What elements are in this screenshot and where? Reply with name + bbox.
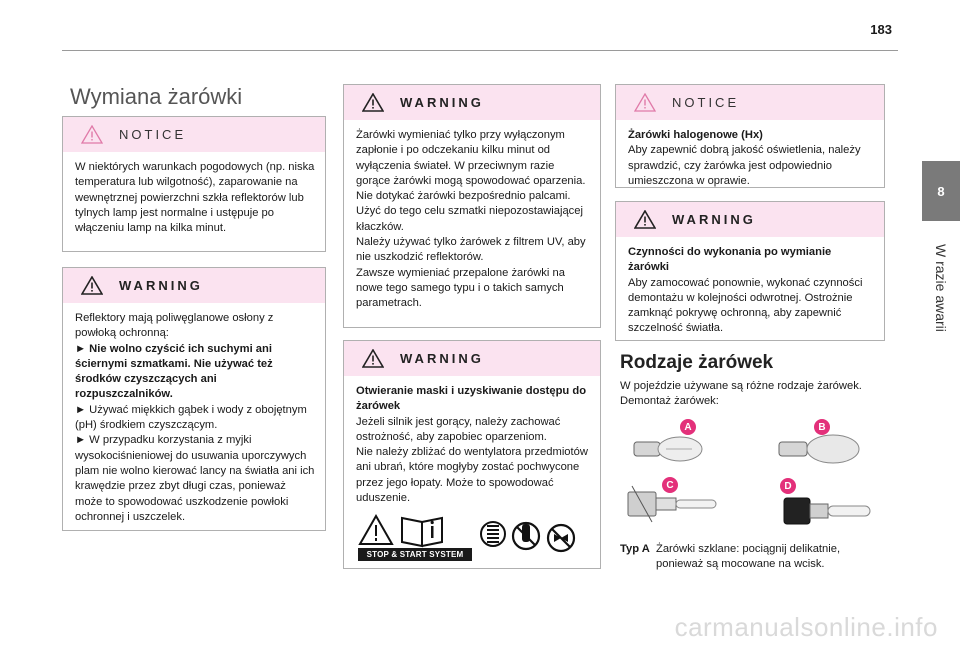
notice-subtitle: Żarówki halogenowe (Hx) — [628, 129, 763, 141]
type-a-line-1: Żarówki szklane: pociągnij delikatnie, — [656, 543, 841, 555]
notice-body — [63, 152, 325, 244]
warning-body — [344, 120, 600, 320]
warning-bullet-2: ► Używać miękkich gąbek i wody z obojętnym (pH) środkiem czyszczącym. — [75, 403, 307, 432]
warning-header — [63, 268, 325, 303]
chapter-label — [926, 228, 956, 348]
warning-header — [344, 341, 600, 376]
warning-intro: Reflektory mają poliwęglanowe osłony z powłoką ochronną: — [75, 312, 274, 340]
warning-paragraph: Nie należy zbliżać do wentylatora przedmiotów ani ubrań, które mogłyby zostać pochwycone przez jego łopaty. Może to spowodować uduszenie. — [356, 446, 588, 505]
type-a-description — [620, 542, 890, 573]
bulb-a-illustration — [630, 428, 710, 468]
warning-box-bulb-handling — [343, 84, 601, 328]
chapter-number: 8 — [937, 183, 945, 199]
notice-header — [63, 117, 325, 152]
warning-paragraph: Zawsze wymieniać przepalone żarówki na nowe tego samego typu i o takich samych parametrach. — [356, 266, 565, 310]
chapter-label-text: W razie awarii — [933, 244, 949, 332]
notice-triangle-icon — [634, 93, 656, 112]
warning-box-polycarbonate — [62, 267, 326, 531]
warning-paragraph: Należy używać tylko żarówek z filtrem UV, aby nie uszkodzić reflektorów. — [356, 236, 586, 264]
page-title: Wymiana żarówki — [70, 84, 243, 109]
notice-text: W niektórych warunkach pogodowych (np. niska temperatura lub wilgotność), zaparowanie na wewnętrznej powierzchni szkła reflektorów lub tylnych lamp jest normalne i ustępuje po włączeniu lamp na kilka minut. — [75, 161, 315, 235]
section-intro — [620, 379, 890, 410]
hazard-triangle-icon — [360, 516, 392, 544]
bulb-d-badge: D — [780, 478, 796, 494]
warning-paragraph: Nie dotykać żarówki bezpośrednio palcami. Użyć do tego celu szmatki niepozostawiającej kłaczków. — [356, 190, 583, 233]
warning-triangle-icon — [634, 210, 656, 229]
spring-hazard-icon — [481, 522, 505, 546]
watermark: carmanualsonline.info — [674, 612, 938, 642]
no-fan-icon — [548, 525, 574, 551]
warning-triangle-icon — [362, 349, 384, 368]
section-title-bulb-types: Rodzaje żarówek — [620, 352, 774, 373]
warning-triangle-icon — [81, 276, 103, 295]
section-paragraph: W pojeździe używane są różne rodzaje żarówek. — [620, 380, 862, 392]
warning-subtitle: Otwieranie maski i uzyskiwanie dostępu do żarówek — [356, 385, 587, 413]
notice-label: NOTICE — [672, 95, 740, 110]
warning-header — [616, 202, 884, 237]
warning-header — [344, 85, 600, 120]
warning-box-refit — [615, 201, 885, 341]
manual-book-icon — [402, 518, 442, 546]
warning-label: WARNING — [400, 95, 484, 110]
warning-label: WARNING — [400, 351, 484, 366]
type-a-line-2: ponieważ są mocowane na wcisk. — [656, 558, 825, 571]
chapter-tab[interactable] — [922, 161, 960, 221]
warning-body — [63, 303, 325, 533]
bulb-d-illustration — [780, 488, 880, 534]
top-divider — [62, 50, 898, 51]
warning-label: WARNING — [119, 278, 203, 293]
bulb-c-badge: C — [662, 477, 678, 493]
notice-header — [616, 85, 884, 120]
warning-paragraph: Jeżeli silnik jest gorący, należy zachować ostrożność, aby zapobiec oparzeniom. — [356, 415, 561, 443]
notice-box-halogen — [615, 84, 885, 188]
warning-paragraph: Żarówki wymieniać tylko przy wyłączonym zapłonie i po odczekaniu kilku minut od wyłączenia świateł. W przeciwnym razie gorące żarówki mogą spowodować oparzenia. — [356, 129, 586, 187]
notice-box-fogging — [62, 116, 326, 252]
warning-body — [344, 376, 600, 514]
notice-text: Aby zapewnić dobrą jakość oświetlenia, należy sprawdzić, czy żarówka jest odpowiednio umieszczona w oprawie. — [628, 144, 861, 187]
warning-triangle-icon — [362, 93, 384, 112]
warning-bullet-3: ► W przypadku korzystania z myjki wysokociśnieniowej do usuwania uporczywych plam nie wolno kierować lancy na światła ani ich krawędzie przez zbyt długi czas, ponieważ może to spowodować uszkodzenie powłoki ochronnej i uszczelek. — [75, 434, 315, 523]
no-hands-icon — [513, 523, 539, 549]
warning-subtitle: Czynności do wykonania po wymianie żarówki — [628, 246, 832, 274]
warning-text: Aby zamocować ponownie, wykonać czynności demontażu w kolejności odwrotnej. Ostrożnie zamknąć pokrywę ochronną, aby zapewnić szczelność światła. — [628, 276, 863, 335]
warning-bullet-1: ► Nie wolno czyścić ich suchymi ani ściernymi szmatkami. Nie używać też środków czyszczących ani rozpuszczalników. — [75, 342, 273, 401]
notice-body — [616, 120, 884, 197]
notice-triangle-icon — [81, 125, 103, 144]
type-a-label: Typ A — [620, 543, 650, 555]
section-paragraph: Demontaż żarówek: — [620, 395, 719, 408]
page-number: 183 — [870, 22, 892, 37]
bulb-a-badge: A — [680, 419, 696, 435]
stop-start-badge: STOP & START SYSTEM — [358, 548, 472, 561]
warning-body — [616, 237, 884, 345]
notice-label: NOTICE — [119, 127, 187, 142]
bulb-b-badge: B — [814, 419, 830, 435]
warning-label: WARNING — [672, 212, 756, 227]
